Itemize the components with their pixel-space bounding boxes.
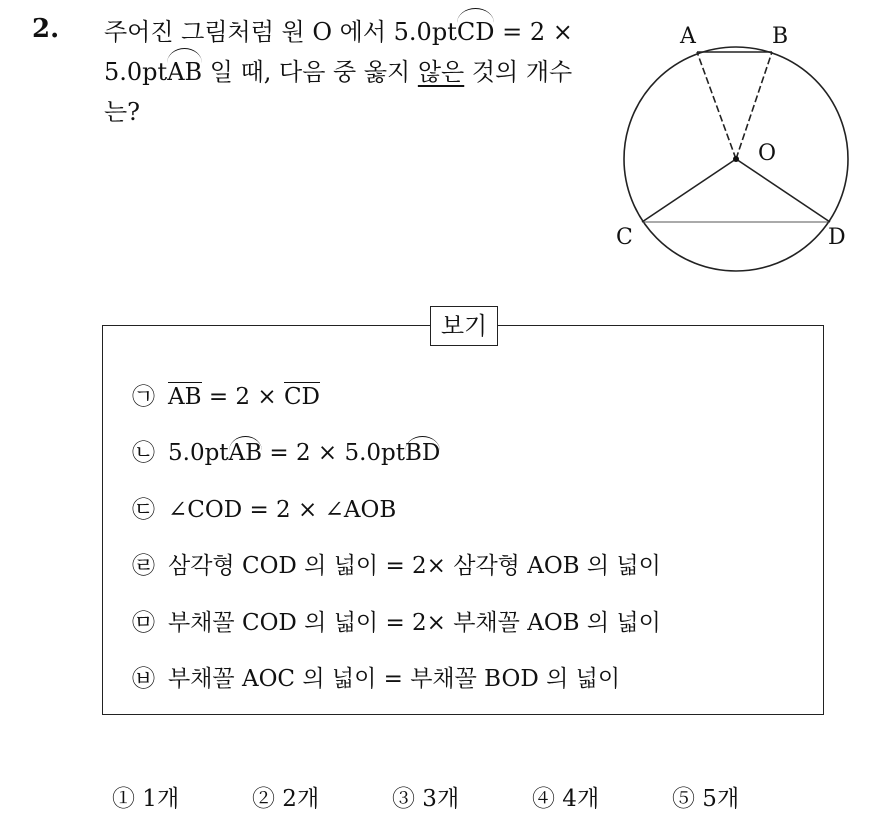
- item-text: ∠COD = 2 × ∠AOB: [168, 497, 397, 523]
- label-a: A: [680, 24, 696, 49]
- stem-text: 5.0pt: [104, 58, 168, 86]
- item-mark: ㉤: [132, 610, 155, 636]
- bogi-item-5: [132, 604, 661, 637]
- item-mark: ㉣: [132, 553, 155, 579]
- radius-oa: [697, 52, 736, 159]
- center-point: [733, 156, 739, 162]
- stem-line-3: 는?: [104, 98, 141, 126]
- stem-text: 것의 개수: [464, 58, 573, 86]
- bogi-item-3: [132, 491, 396, 524]
- radius-od: [736, 159, 830, 222]
- item-mark: ㉡: [132, 440, 155, 466]
- item-text: = 2 ×: [201, 384, 284, 410]
- arc-ab: AB: [167, 52, 202, 92]
- stem-line-2: [104, 52, 594, 92]
- item-mark: ㉠: [132, 384, 155, 410]
- item-text: 부채꼴 COD 의 넓이 = 2× 부채꼴 AOB 의 넓이: [168, 610, 661, 636]
- label-c: C: [616, 225, 633, 250]
- stem-text: = 2 ×: [494, 18, 573, 46]
- choice-3[interactable]: ③ 3개: [392, 786, 460, 812]
- radius-oc: [642, 159, 736, 222]
- question-number: 2.: [32, 14, 60, 44]
- arc-ab: AB: [228, 440, 263, 466]
- circle-figure: [612, 18, 862, 276]
- bogi-item-1: [132, 378, 320, 411]
- label-b: B: [772, 24, 789, 49]
- bogi-item-6: [132, 660, 620, 693]
- stem-text: 주어진 그림처럼 원 O 에서 5.0pt: [104, 18, 457, 46]
- label-d: D: [828, 225, 846, 250]
- item-mark: ㉥: [132, 666, 155, 692]
- choice-5[interactable]: ⑤ 5개: [672, 786, 740, 812]
- arc-bd: BD: [405, 440, 441, 466]
- segment-cd: CD: [283, 384, 320, 410]
- bogi-item-2: [132, 434, 440, 467]
- segment-ab: AB: [168, 384, 202, 410]
- stem-text: 일 때, 다음 중 옳지: [202, 58, 418, 86]
- item-text: 5.0pt: [168, 440, 229, 466]
- choice-1[interactable]: ① 1개: [112, 786, 180, 812]
- item-text: 삼각형 COD 의 넓이 = 2× 삼각형 AOB 의 넓이: [168, 553, 661, 579]
- label-o: O: [758, 141, 777, 166]
- arc-cd: CD: [457, 12, 495, 52]
- choice-2[interactable]: ② 2개: [252, 786, 320, 812]
- bogi-title: 보기: [430, 306, 498, 346]
- choice-4[interactable]: ④ 4개: [532, 786, 600, 812]
- item-text: 부채꼴 AOC 의 넓이 = 부채꼴 BOD 의 넓이: [168, 666, 621, 692]
- item-text: = 2 × 5.0pt: [262, 440, 406, 466]
- answer-choices: [112, 780, 812, 813]
- underlined-word: 않은: [417, 58, 465, 86]
- bogi-item-4: [132, 547, 661, 580]
- item-mark: ㉢: [132, 497, 155, 523]
- question-stem: [104, 12, 594, 132]
- stem-line-1: [104, 12, 594, 52]
